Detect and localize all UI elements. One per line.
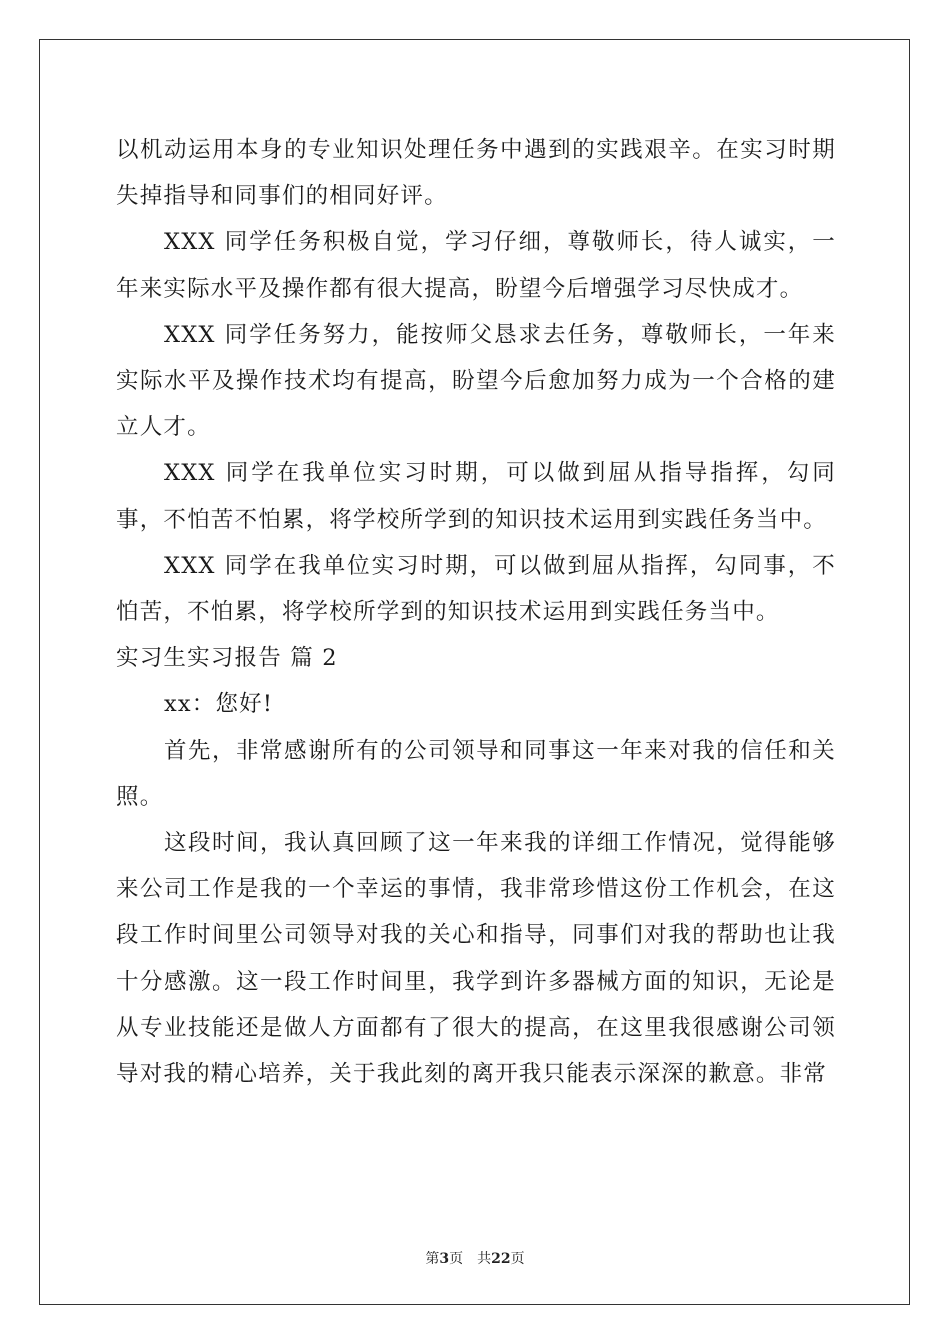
footer-suffix: 页 [510, 1251, 525, 1267]
paragraph-7: 这段时间，我认真回顾了这一年来我的详细工作情况，觉得能够来公司工作是我的一个幸运的事情，我非常珍惜这份工作机会，在这段工作时间里公司领导对我的关心和指导，同事们对我的帮助也让我十分感激。这一段工作时间里，我学到许多器械方面的知识，无论是从专业技能还是做人方面都有了很大的提高，在这里我很感谢公司领导对我的精心培养，关于我此刻的离开我只能表示深深的歉意。非常 [116, 830, 836, 1088]
paragraph-1: 以机动运用本身的专业知识处理任务中遇到的实践艰辛。在实习时期失掉指导和同事们的相同好评。 [116, 137, 836, 210]
document-body [116, 127, 836, 1097]
page-footer [0, 1248, 950, 1268]
paragraph-4: XXX 同学在我单位实习时期，可以做到屈从指导指挥，勾同事，不怕苦不怕累，将学校所学到的知识技术运用到实践任务当中。 [116, 460, 836, 533]
greeting: xx：您好! [164, 691, 274, 718]
footer-prefix: 第 [425, 1251, 440, 1267]
footer-page-number: 3 [439, 1251, 450, 1267]
paragraph-2: XXX 同学任务积极自觉，学习仔细，尊敬师长，待人诚实，一年来实际水平及操作都有很大提高，盼望今后增强学习尽快成才。 [116, 229, 836, 302]
footer-total-pages: 22 [491, 1251, 511, 1267]
paragraph-3: XXX 同学任务努力，能按师父恳求去任务，尊敬师长，一年来实际水平及操作技术均有提高，盼望今后愈加努力成为一个合格的建立人才。 [116, 321, 836, 441]
paragraph-6: 首先，非常感谢所有的公司领导和同事这一年来对我的信任和关照。 [116, 737, 836, 810]
paragraph-5: XXX 同学在我单位实习时期，可以做到屈从指挥，勾同事，不怕苦，不怕累，将学校所学到的知识技术运用到实践任务当中。 [116, 552, 836, 626]
section-heading: 实习生实习报告 篇 2 [116, 645, 338, 672]
footer-mid: 页 共 [449, 1251, 492, 1267]
